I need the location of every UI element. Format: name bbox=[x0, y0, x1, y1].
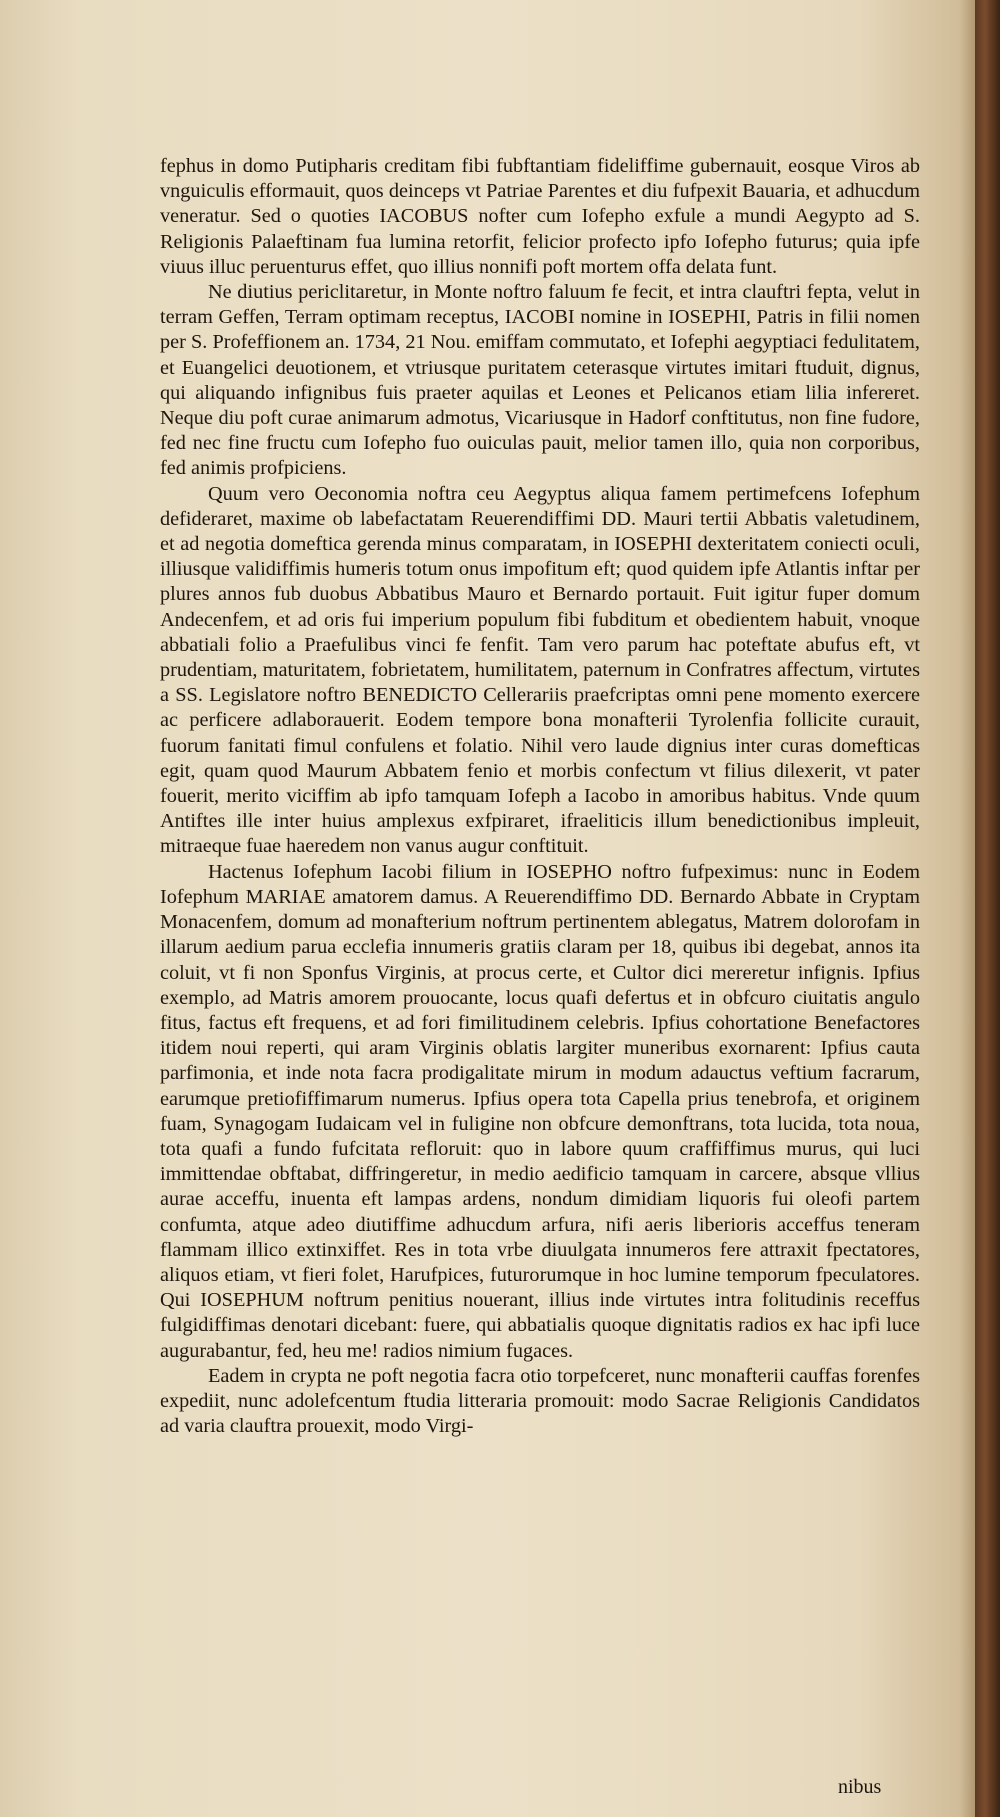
paragraph: Quum vero Oeconomia noftra ceu Aegyptus aliqua famem pertimefcens Iofephum defideraret, maxime ob labefactatam Reuerendiffimi DD. Mauri tertii Abbatis valetudinem, et ad negotia domeftica gerenda minus comparatam, in IOSEPHI dexteritatem coniecti oculi, illiusque validiffimis humeris totum onus impofitum eft; quod quidem ipfe Atlantis inftar per plures annos fub duobus Abbatibus Mauro et Bernardo portauit. Fuit igitur fuper domum Andecenfem, et ad oris fui imperium populum fibi fubditum et obedientem habuit, vnoque abbatiali folio a Praefulibus vinci fe fenfit. Tam vero parum hac poteftate abufus eft, vt prudentiam, maturitatem, fobrietatem, humilitatem, paternum in Confratres affectum, virtutes a SS. Legislatore noftro BENEDICTO Cellerariis praefcriptas omni pene momento exercere ac perficere adlaborauerit. Eodem tempore bona monafterii Tyrolenfia follicite curauit, fuorum fanitati fimul confulens et folatio. Nihil vero laude dignius inter curas domefticas egit, quam quod Maurum Abbatem fenio et morbis confectum vt filius dilexerit, vt pater fouerit, merito viciffim ab ipfo tamquam Iofeph a Iacobo in amoribus habitus. Vnde quum Antiftes ille inter huius amplexus exfpiraret, ifraeliticis illum benedictionibus impleuit, mitraeque fuae haeredem non vanus augur conftituit. bbox=[160, 482, 920, 858]
body-text bbox=[160, 154, 920, 1439]
paragraph: fephus in domo Putipharis creditam fibi fubftantiam fideliffime gubernauit, eosque Viros ab vnguiculis efformauit, quos deinceps vt Patriae Parentes et diu fufpexit Bauaria, et adhucdum veneratur. Sed o quoties IACOBUS nofter cum Iofepho exfule a mundi Aegypto ad S. Religionis Palaeftinam fua lumina retorfit, felicior profecto ipfo Iofepho futurus; quia ipfe viuus illuc peruenturus effet, quo illius nonnifi poft mortem offa delata funt. bbox=[160, 155, 920, 278]
catchword: nibus bbox=[838, 1776, 882, 1798]
book-spine bbox=[975, 0, 1000, 1817]
paragraph: Eadem in crypta ne poft negotia facra otio torpefceret, nunc monafterii cauffas forenfes expediit, nunc adolefcentum ftudia litteraria promouit: modo Sacrae Religionis Candidatos ad varia clauftra prouexit, modo Virgi- bbox=[160, 1364, 920, 1438]
paragraph: Hactenus Iofephum Iacobi filium in IOSEPHO noftro fufpeximus: nunc in Eodem Iofephum MARIAE amatorem damus. A Reuerendiffimo DD. Bernardo Abbate in Cryptam Monacenfem, domum ad monafterium noftrum pertinentem ablegatus, Matrem dolorofam in illarum aedium parua ecclefia innumeris gratiis claram per 18, quibus ibi degebat, annos ita coluit, vt fi non Sponfus Virginis, at procus certe, et Cultor dici mereretur infignis. Ipfius exemplo, ad Matris amorem prouocante, locus quafi defertus et in obfcuro ciuitatis angulo fitus, factus eft frequens, et ad fori fimilitudinem celebris. Ipfius cohortatione Benefactores itidem noui reperti, qui aram Virginis oblatis largiter muneribus exornarent: Ipfius cauta parfimonia, et inde nota facra prodigalitate mirum in modum adauctus veftium facrarum, earumque pretiofiffimarum numerus. Ipfius opera tota Capella prius tenebrofa, et originem fuam, Synagogam Iudaicam vel in fuligine non obfcure demonftrans, tota lucida, tota noua, tota quafi a fundo fufcitata refloruit: quo in labore quum craffiffimus murus, qui luci immittendae obftabat, diffringeretur, in medio aedificio tamquam in carcere, absque vllius aurae acceffu, inuenta eft lampas ardens, nondum dimidiam liquoris fui oleofi partem confumta, atque adeo diutiffime adhucdum arfura, nifi aeris liberioris acceffus teneram flammam illico extinxiffet. Res in tota vrbe diuulgata innumeros fere attraxit fpectatores, aliquos etiam, vt fieri folet, Harufpices, futurorumque in hoc lumine temporum fpeculatores. Qui IOSEPHUM noftrum penitius nouerant, illius inde virtutes intra folitudinis receffus fulgidiffimas denotari dicebant: fuere, qui abbatialis quoque dignitatis radios ex hac ipfi luce augurabantur, fed, heu me! radios nimium fugaces. bbox=[160, 860, 920, 1362]
paragraph: Ne diutius periclitaretur, in Monte noftro faluum fe fecit, et intra clauftri fepta, velut in terram Geffen, Terram optimam receptus, IACOBI nomine in IOSEPHI, Patris in filii nomen per S. Profeffionem an. 1734, 21 Nou. emiffam commutato, et Iofephi aegyptiaci fedulitatem, et Euangelici deuotionem, et vtriusque puritatem ceterasque virtutes imitari ftuduit, dignus, qui aliquando infignibus fuis praeter aquilas et Leones et Pelicanos etiam lilia infereret. Neque diu poft curae animarum admotus, Vicariusque in Hadorf conftitutus, non fine fudore, fed nec fine fructu cum Iofepho fuo ouiculas pauit, melior tamen illo, quia non corporibus, fed animis profpiciens. bbox=[160, 281, 920, 480]
page-edge-shadow bbox=[960, 0, 975, 1817]
